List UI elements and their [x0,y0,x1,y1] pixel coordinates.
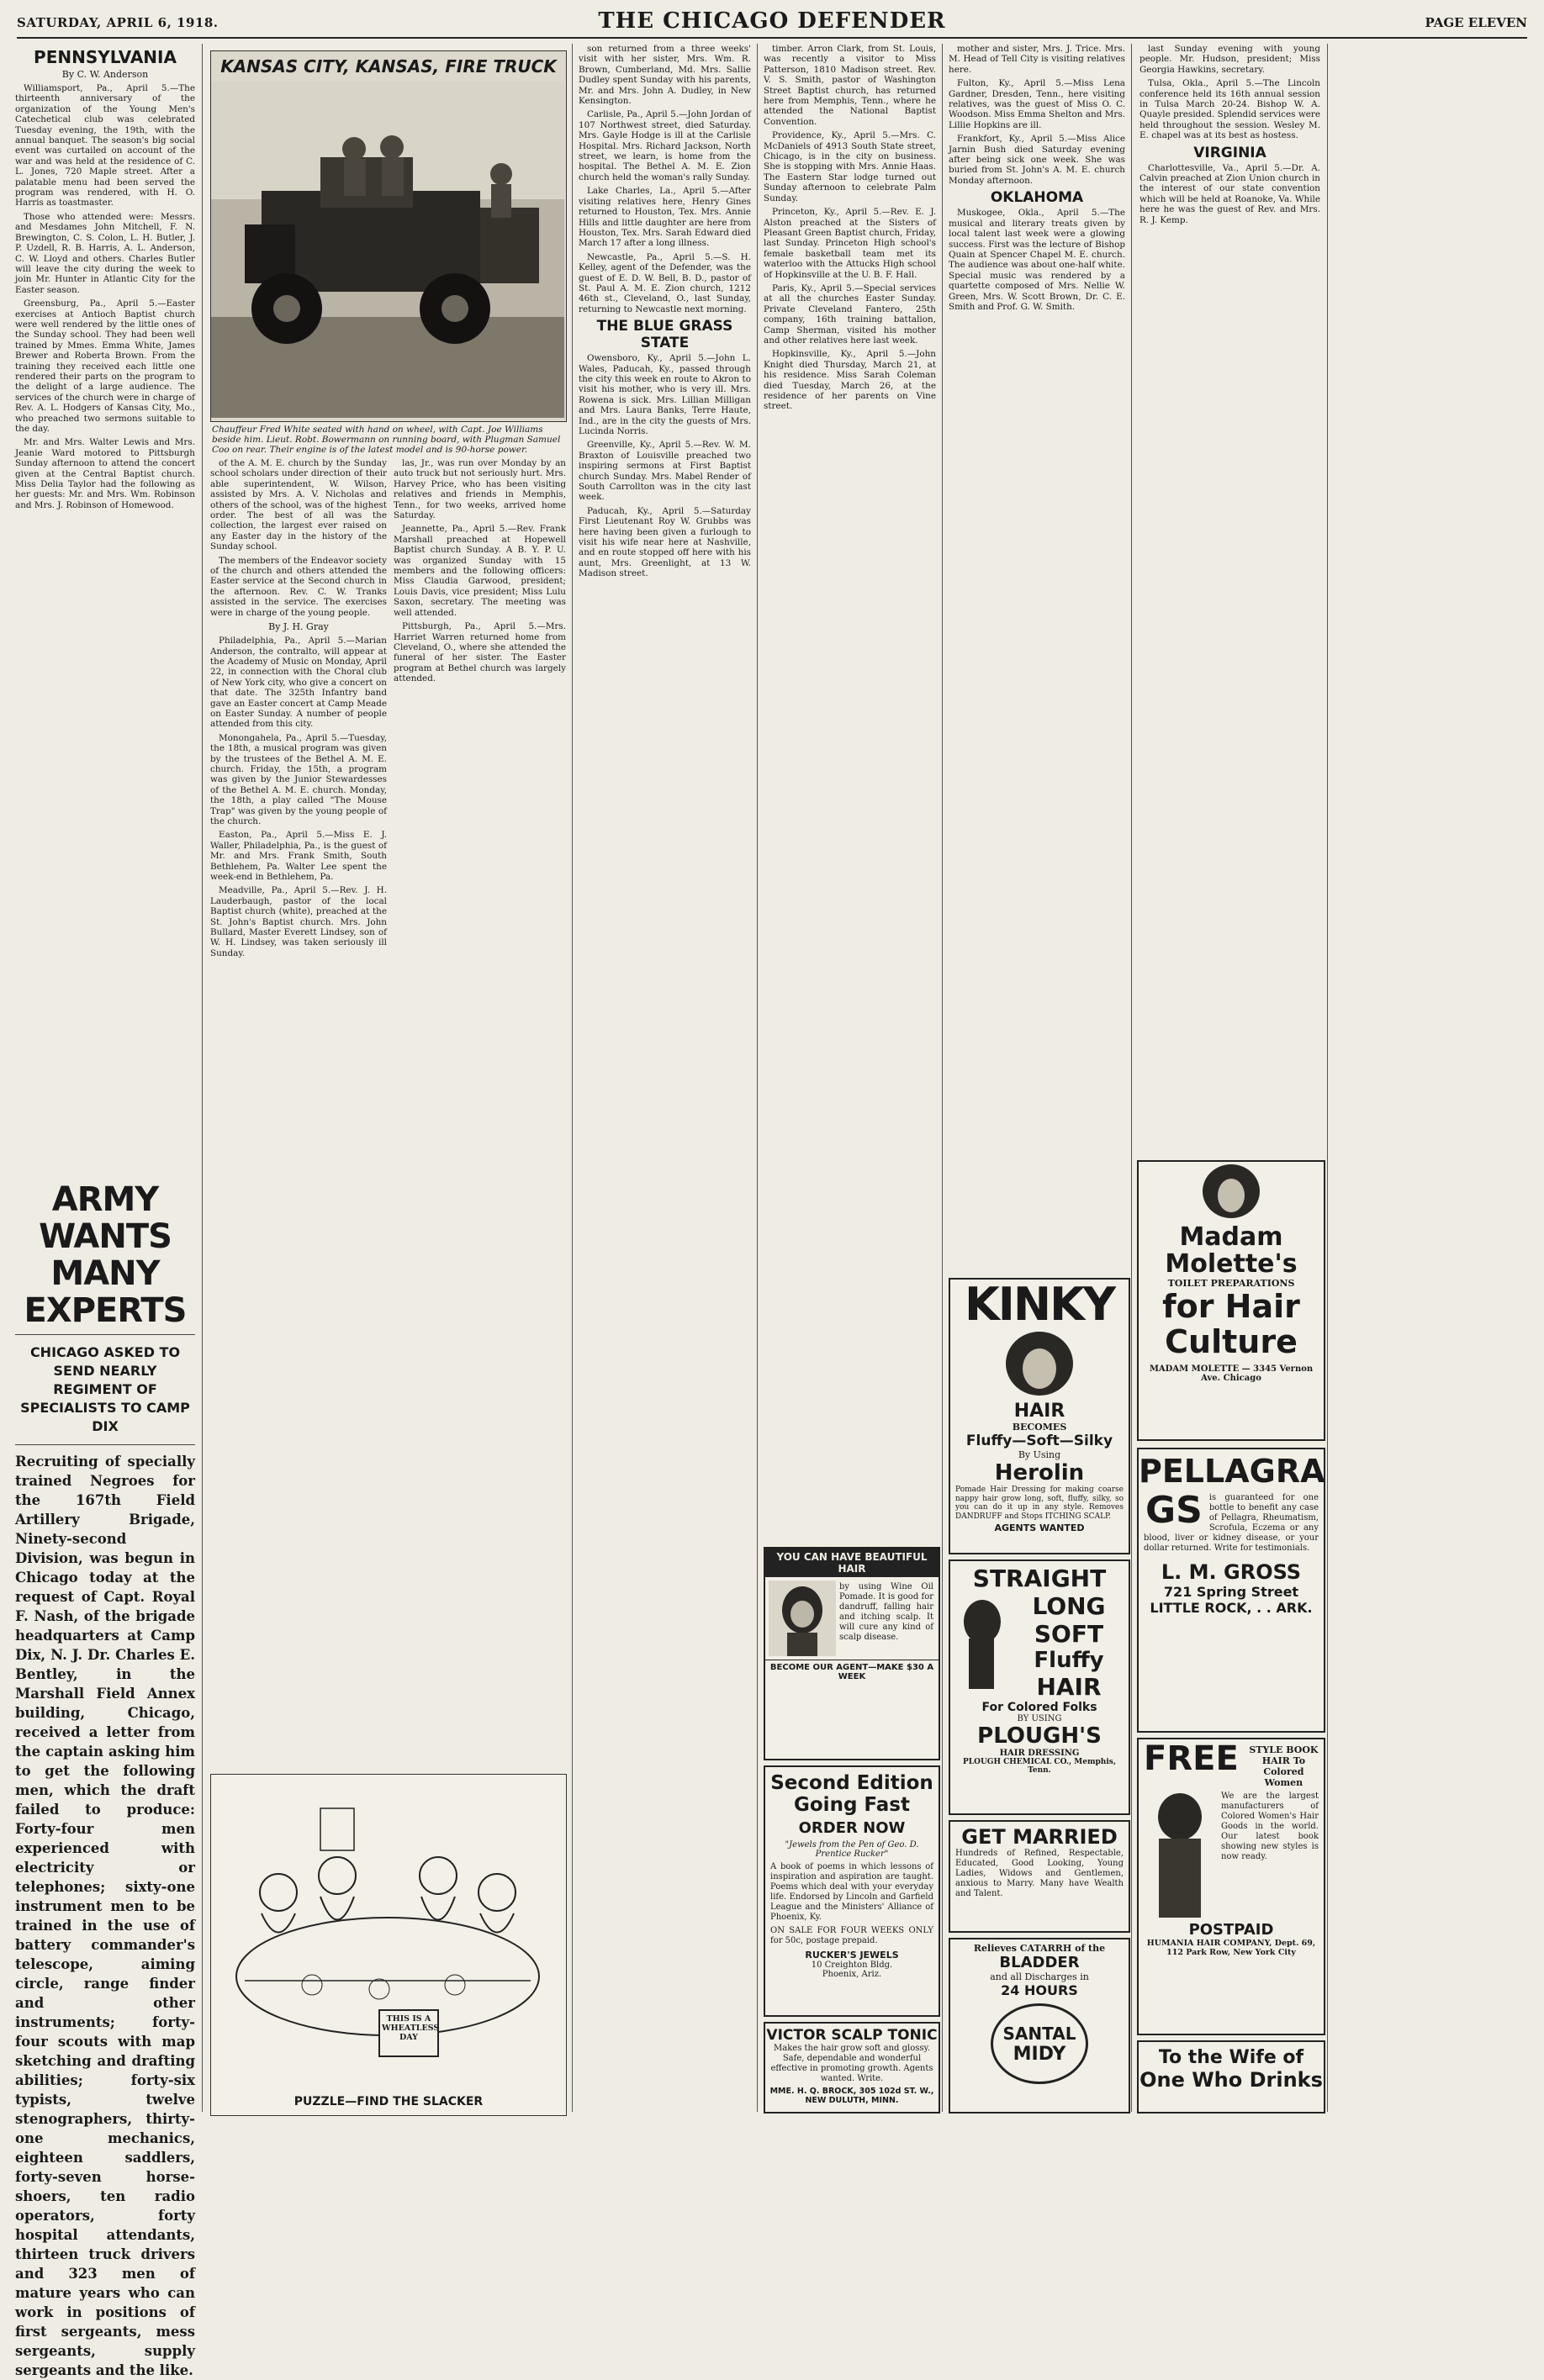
article-paragraph: Charlottesville, Va., April 5.—Dr. A. Calvin preached at Zion Union church in the interest of our state convention which will be held at Roanoke, Va. While here he was the guest of Rev. and Mrs. R. J. Kemp. [1139,162,1320,225]
ad-get-married [949,1820,1130,1933]
ad-tonic-title: VICTOR SCALP TONIC [766,2027,938,2044]
ad-colored-folks: For Colored Folks [981,1701,1097,1714]
ad-gs-body: is guaranteed for one bottle to benefit any case of Pellagra, Rheumatism, Scrofula, Eczema or any blood, liver or kidney disease, or your dollar returned. Write for testimonials. [1144,1493,1319,1553]
ad-beautiful-hair [764,1547,940,1760]
article-paragraph: timber. Arron Clark, from St. Louis, was recently a visitor to Miss Patterson, 1810 Madison street. Rev. V. S. Smith, pastor of Washington Street Baptist church, has returned here from Memphis, Tenn., where he attended the National Baptist Convention. [764,44,936,127]
article-paragraph: Tulsa, Okla., April 5.—The Lincoln conference held its 16th annual session in Tulsa March 20-24. Bishop W. A. Quayle presided. Splendid services were held throughout the session. Wesley M. E. chapel was at its best as hostess. [1139,78,1320,141]
column-rule [572,44,573,2112]
column-3 [210,458,387,1769]
ad-long: LONG [1032,1592,1106,1620]
ad-postpaid: POSTPAID [1188,1921,1274,1939]
ad-tonic-addr: MME. H. Q. BROCK, 305 102d ST. W., NEW DULUTH, MINN. [769,2087,934,2105]
section-headline: OKLAHOMA [990,189,1084,207]
page-number: PAGE ELEVEN [1425,15,1527,30]
woman-profile-icon [957,1596,1007,1689]
article-paragraph: Hopkinsville, Ky., April 5.—John Knight died Thursday, March 21, at his residence. Miss Sarah Coleman died Tuesday, March 26, at the residence of her parents on Vine street. [764,349,936,412]
section-headline: THE BLUE GRASS STATE [596,318,733,352]
ad-edition-title-2: Going Fast [794,1794,910,1816]
ad-fluffy-2: Fluffy [1034,1648,1104,1673]
article-paragraph: Paris, Ky., April 5.—Special services at all the churches Easter Sunday. Private Cleveland Fantero, 25th company, 16th training battalion, Camp Sherman, visited his mother and other relatives here last week. [764,282,936,346]
article-paragraph: Those who attended were: Messrs. and Mesdames John Mitchell, F. N. Brewington, C. S. Colon, L. H. Butler, J. P. Uzdell, R. B. Harris, A. L. Anderson, C. W. Lloyd and others. Charles Butler will leave the city during the week to join Mr. Hunter in Atlantic City for the Easter season. [15,211,195,295]
army-headline-1: ARMY WANTS [39,1180,172,1256]
article-paragraph: Princeton, Ky., April 5.—Rev. E. J. Alston preached at the Sisters of Pleasant Green Baptist church, Friday, last Sunday. Princeton High school's female basketball team met its waterloo with the Attucks High school of Hopkinsville at the U. B. F. Hall. [764,207,936,280]
column-5 [579,44,751,2112]
article-paragraph: Owensboro, Ky., April 5.—John L. Wales, Paducah, Ky., passed through the city this week en route to Akron to visit his mother, who is very ill. Mrs. Rowena is sick. Mrs. Lillian Milligan and Mrs. Laura Banks, Terre Haute, Ind., are in the city the guests of Mrs. Lucinda Norris. [579,353,751,436]
ad-ploughs-addr: PLOUGH CHEMICAL CO., Memphis, Tenn. [963,1758,1116,1775]
article-paragraph: Muskogee, Okla., April 5.—The musical and literary treats given by local talent last week were a glowing success. First was the lecture of Bishop Quain at Spencer Chapel M. E. church. The audience was about one-half white. Special music was rendered by a quartette composed of Mrs. Nellie W. Green, Mrs. W. Scott Brown, Dr. C. E. Smith and Prof. G. W. Smith. [949,208,1125,312]
article-paragraph: Frankfort, Ky., April 5.—Miss Alice Jarnin Bush died Saturday evening after being sick one week. She was buried from St. John's A. M. E. church Monday afternoon. [949,134,1125,186]
ad-gross: L. M. GROSS [1161,1560,1302,1584]
army-subhead: CHICAGO ASKED TO SEND NEARLY REGIMENT OF SPECIALISTS TO CAMP DIX [20,1344,190,1434]
cartoon-block [210,1774,567,2116]
article-paragraph: Greenville, Ky., April 5.—Rev. W. M. Braxton of Louisville preached two inspiring sermons at First Baptist church Sunday. Mrs. Mabel Render of South Carrollton was in the city last week. [579,440,751,503]
ad-straight: STRAIGHT [972,1565,1107,1592]
ad-by-using: By Using [1018,1449,1061,1460]
column-rule [942,44,943,2112]
article-paragraph: las, Jr., was run over Monday by an auto truck but not seriously hurt. Mrs. Harvey Price, who has been visiting relatives and friends in Memphis, Tenn., for two weeks, arrived home Saturday. [394,458,566,521]
article-paragraph: mother and sister, Mrs. J. Trice. Mrs. M. Head of Tell City is visiting relatives here. [949,44,1125,75]
ad-catarrh-1: Relieves CATARRH of the [973,1943,1106,1954]
cartoon-caption: PUZZLE—FIND THE SLACKER [293,2095,484,2108]
ad-midy: MIDY [1013,2043,1066,2065]
capsule-badge-icon [991,2003,1088,2084]
ad-kinky: KINKY [964,1278,1115,1331]
ad-gross-city: LITTLE ROCK, . . ARK. [1150,1600,1313,1616]
ad-free-style-book [1137,1738,1325,2035]
woman-figure-icon [1142,1792,1218,1918]
article-paragraph: of the A. M. E. church by the Sunday school scholars under direction of their able superintendent, W. Wilson, assisted by Mrs. A. V. Nicholas and others of the school, was of the highest order. The best of all was the collection, the largest ever raised on any Easter day in the history of the Sunday school. [210,458,387,552]
ad-pellagra-title: PELLAGRA [1139,1453,1325,1490]
ad-herolin-agents: AGENTS WANTED [994,1522,1085,1533]
fire-truck-photo-block [210,50,567,422]
ad-santal-midy [949,1938,1130,2114]
article-paragraph: son returned from a three weeks' visit with her sister, Mrs. Wm. R. Brown, Cumberland, Md. Mrs. Sallie Dudley spent Sunday with his parents, Mr. and Mrs. John A. Dudley, in New Kensington. [579,44,751,107]
ad-free: FREE [1144,1739,1239,1778]
column-8 [1139,44,1320,1012]
photo-caption: Chauffeur Fred White seated with hand on wheel, with Capt. Joe Williams beside him. Lieut. Robt. Bowermann on running board, with Plugman Samuel Coo on rear. Their engine is of the latest model and is 90-horse power. [212,425,561,455]
ad-herolin [949,1278,1130,1554]
ad-santal: SANTAL [1002,2023,1076,2044]
article-paragraph: Greensburg, Pa., April 5.—Easter exercises at Antioch Baptist church were well rendered by the little ones of the Sunday school. They had been well trained by Mmes. Emma White, James Brewer and Roberta Brown. From the training they received each little one rendered their parts on the program to the delight of a large audience. The services of the church were in charge of Rev. A. L. Hodgers of Kansas City, Mo., who preached two sermons suitable to the day. [15,298,195,434]
ad-married-body: Hundreds of Refined, Respectable, Educated, Good Looking, Young Ladies, Widows and Gentlemen, anxious to Marry. Many have Wealth and Talent. [955,1849,1124,1898]
ad-wife-1: To the Wife of [1158,2047,1304,2068]
ad-herolin-body: Pomade Hair Dressing for making coarse nappy hair grow long, soft, fluffy, silky, so you can do it up in any style. Removes DANDRUFF and Stops ITCHING SCALP. [955,1486,1124,1521]
byline: By C. W. Anderson [61,69,149,80]
ad-by-using-2: BY USING [1017,1714,1062,1723]
ad-soft: SOFT [1034,1620,1104,1648]
newspaper-title: THE CHICAGO DEFENDER [598,8,946,34]
ad-hair-2: HAIR [1036,1673,1102,1701]
article-paragraph: Meadville, Pa., April 5.—Rev. J. H. Lauderbaugh, pastor of the local Baptist church (white), preached at the St. John's Baptist church. Mrs. John Bullard, Master Everett Lindsey, son of W. H. Lindsey, was taken seriously ill Sunday. [210,885,387,958]
section-headline: PENNSYLVANIA [34,47,177,67]
ad-herolin-name: Herolin [994,1460,1085,1486]
ad-edition-body: A book of poems in which lessons of inspiration and aspiration are taught. Poems which deal with your everyday life. Endorsed by Lincoln and Garfield League and the Ministers' Alliance of Phoenix, Ky. [770,1862,933,1922]
ad-toilet: TOILET PREPARATIONS [1167,1278,1295,1289]
woman-portrait-icon [993,1330,1086,1397]
ad-hair: HAIR [1013,1401,1065,1422]
ad-edition-addr-1: RUCKER'S JEWELS [805,1950,899,1960]
ad-madam-molette [1137,1160,1325,1441]
ad-ploughs-name: PLOUGH'S [977,1723,1102,1749]
ad-humania: HUMANIA HAIR COMPANY, Dept. 69, 112 Park Row, New York City [1146,1939,1316,1957]
article-paragraph: Newcastle, Pa., April 5.—S. H. Kelley, agent of the Defender, was the guest of E. D. W. Bell, B. D., pastor of St. Paul A. M. E. Zion church, 1212 46th st., Cleveland, O., last Sunday, returning to Newcastle next morning. [579,251,751,314]
ad-fluffy: Fluffy—Soft—Silky [965,1433,1113,1449]
section-headline: VIRGINIA [1193,144,1266,161]
ad-edition-title-1: Second Edition [770,1772,933,1794]
ad-tonic-body: Makes the hair grow soft and glossy. Safe, dependable and wonderful effective in promoting growth. Agents wanted. Write. [770,2044,933,2083]
article-paragraph: Easton, Pa., April 5.—Miss E. J. Waller, Philadelphia, Pa., is the guest of Mr. and Mrs. Frank Smith, South Bethlehem, Pa. Walter Lee spent the week-end in Bethlehem, Pa. [210,830,387,883]
ad-molette: Molette's [1165,1249,1298,1279]
ad-edition-sub: "Jewels from the Pen of Geo. D. Prentice Rucker" [785,1840,919,1859]
column-rule [202,44,203,2112]
column-7 [949,44,1125,1021]
masthead [17,5,1527,39]
ad-edition-addr-3: Phoenix, Ariz. [822,1970,882,1979]
ad-gross-addr: 721 Spring Street [1163,1584,1299,1600]
army-headline-2: MANY EXPERTS [24,1254,187,1330]
ad-edition-addr-2: 10 Creighton Bldg. [811,1960,893,1970]
issue-date: SATURDAY, APRIL 6, 1918. [17,15,219,30]
ad-ploughs [949,1559,1130,1815]
ad-second-edition [764,1765,940,2017]
photo-title: KANSAS CITY, KANSAS, FIRE TRUCK [220,56,557,77]
article-paragraph: Pittsburgh, Pa., April 5.—Mrs. Harriet Warren returned home from Cleveland, O., where she attended the funeral of her sister. The Easter program at Bethel church was largely attended. [394,621,566,684]
woman-portrait-icon [769,1581,836,1656]
ad-gs: GS [1145,1489,1203,1532]
army-body: Recruiting of specially trained Negroes for the 167th Field Artillery Brigade, Ninety-second Division, was begun in Chicago today at the request of Capt. Royal F. Nash, of the brigade headquarters at Camp Dix, N. J. Dr. Charles E. Bentley, in the Marshall Field Annex building, Chicago, received a letter from the captain asking him to get the following men, which the draft failed to produce: Forty-four men experienced with electricity or telephones; sixty-one instrument men to be trained in the use of battery commander's telescope, aiming circle, range finder and other instruments; forty-four scouts with map sketching and drafting abilities; forty-six typists, twelve stenographers, thirty-one mechanics, eighteen saddlers, forty-seven horse-shoers, ten radio operators, forty hospital attendants, thirteen truck drivers and 323 men of mature years who can work in positions of first sergeants, mess sergeants, supply sergeants and the like. [15,1454,195,2378]
article-paragraph: The members of the Endeavor society of the church and others attended the Easter service at the Second church in the afternoon. Rev. C. W. Tranks assisted in the service. The exercises were in charge of the young people. [210,555,387,618]
woman-portrait-icon [1189,1162,1273,1221]
ad-edition-order: ORDER NOW [798,1819,906,1837]
ad-catarrh-2: BLADDER [999,1954,1080,1971]
ad-hair-agents: BECOME OUR AGENT—MAKE $30 A WEEK [765,1660,939,1681]
ad-hair-body: by using Wine Oil Pomade. It is good for dandruff, falling hair and itching scalp. It will cure any kind of scalp disease. [839,1582,933,1642]
ad-hair-title: YOU CAN HAVE BEAUTIFUL HAIR [765,1549,939,1577]
column-6 [764,44,936,1037]
article-paragraph: Monongahela, Pa., April 5.—Tuesday, the 18th, a musical program was given by the trustees of the Bethel A. M. E. church. Friday, the 15th, a program was given by the Junior Stewardesses of the Bethel A. M. E. church. Monday, the 18th, a play called "The Mouse Trap" was given by the young people of the church. [210,732,387,826]
article-paragraph: Williamsport, Pa., April 5.—The thirteenth anniversary of the organization of the Young Men's Catechetical club was celebrated Tuesday evening, the 19th, with the annual banquet. The season's big social event was curtailed on account of the war and was held at the residence of C. L. Jones, 720 Maple street. After a palatable menu had been served the program was rendered, with H. O. Harris as toastmaster. [15,83,195,208]
divider [15,1334,195,1335]
article-paragraph: Paducah, Ky., April 5.—Saturday First Lieutenant Roy W. Grubbs was here having been given a furlough to visit his wife near here at Nashville, and en route stopped off here with his aunt, Mrs. Greenlight, at 13 W. Madison street. [579,505,751,579]
ad-pellagra [1137,1448,1325,1733]
byline: By J. H. Gray [268,621,329,633]
cartoon-sign: THIS IS A WHEATLESS DAY [382,2014,440,2042]
ad-victor-scalp-tonic [764,2022,940,2114]
ad-catarrh-3: and all Discharges in [990,1971,1089,1982]
article-paragraph: Jeannette, Pa., April 5.—Rev. Frank Marshall preached at Hopewell Baptist church Sunday. A B. Y. P. U. was organized Sunday with 15 members and the following officers: Miss Claudia Garwood, president; Louis Davis, vice president; Miss Lulu Saxon, secretary. The meeting was well attended. [394,524,566,618]
article-paragraph: Lake Charles, La., April 5.—After visiting relatives here, Henry Gines returned to Houston, Tex. Mrs. Annie Hills and little daughter are here from Houston, Tex. Mrs. Sarah Edward died March 17 after a long illness. [579,186,751,249]
ad-becomes: BECOMES [1012,1422,1067,1433]
article-paragraph: Philadelphia, Pa., April 5.—Marian Anderson, the contralto, will appear at the Academy of Music on Monday, April 22, in connection with the Choral club of New York city, who give a concert on that date. The 325th Infantry band gave an Easter concert at Camp Meade on Easter Sunday. A number of people attended from this city. [210,636,387,730]
army-article [15,1180,195,2378]
column-rule [1327,44,1328,2112]
ad-edition-price: ON SALE FOR FOUR WEEKS ONLY for 50c, postage prepaid. [770,1926,933,1945]
ad-culture: Culture [1165,1323,1298,1360]
ad-molette-addr: MADAM MOLETTE — 3345 Vernon Ave. Chicago [1149,1364,1314,1383]
column-rule [1131,44,1132,2112]
article-paragraph: Carlisle, Pa., April 5.—John Jordan of 107 Northwest street, died Saturday. Mrs. Gayle Hodge is ill at the Carlisle Hospital. Mrs. Richard Jackson, North street, we learn, is home from the hospital. The Bethel A. M. E. Zion church held the woman's rally Sunday. [579,109,751,182]
ad-free-sub: STYLE BOOK HAIR To Colored Women [1249,1744,1319,1788]
ad-free-body: We are the largest manufacturers of Colored Women's Hair Goods in the world. Our latest book showing new styles is now ready. [1221,1792,1319,1861]
column-rule [757,44,758,2112]
ad-catarrh-4: 24 HOURS [1001,1982,1078,1998]
ad-madam: Madam [1179,1222,1283,1252]
divider [15,1444,195,1445]
article-paragraph: Fulton, Ky., April 5.—Miss Lena Gardner, Dresden, Tenn., here visiting relatives, was the guest of Miss O. C. Woodson. Miss Emma Shelton and Mrs. Lillie Hopkins are ill. [949,78,1125,130]
column-4 [394,458,566,1769]
article-paragraph: Providence, Ky., April 5.—Mrs. C. McDaniels of 4913 South State street, Chicago, is in the city on business. She is stopping with Mrs. Annie Haas. The Eastern Star lodge turned out Sunday afternoon to celebrate Palm Sunday. [764,130,936,203]
ad-ploughs-sub: HAIR DRESSING [999,1749,1080,1758]
ad-married-title: GET MARRIED [961,1825,1118,1849]
article-paragraph: Mr. and Mrs. Walter Lewis and Mrs. Jeanie Ward motored to Pittsburgh Sunday afternoon to attend the concert given at the Central Baptist church. Miss Delia Taylor had the following as her guests: Mr. and Mrs. Wm. Robinson and Mrs. J. Robinson of Homewood. [15,437,195,510]
fire-truck-image [211,82,564,418]
ad-wife-who-drinks [1137,2040,1325,2114]
article-paragraph: last Sunday evening with young people. Mr. Hudson, president; Miss Georgia Hawkins, secretary. [1139,44,1320,75]
ad-wife-2: One Who Drinks [1139,2068,1323,2092]
ad-for-hair: for Hair [1162,1288,1300,1325]
